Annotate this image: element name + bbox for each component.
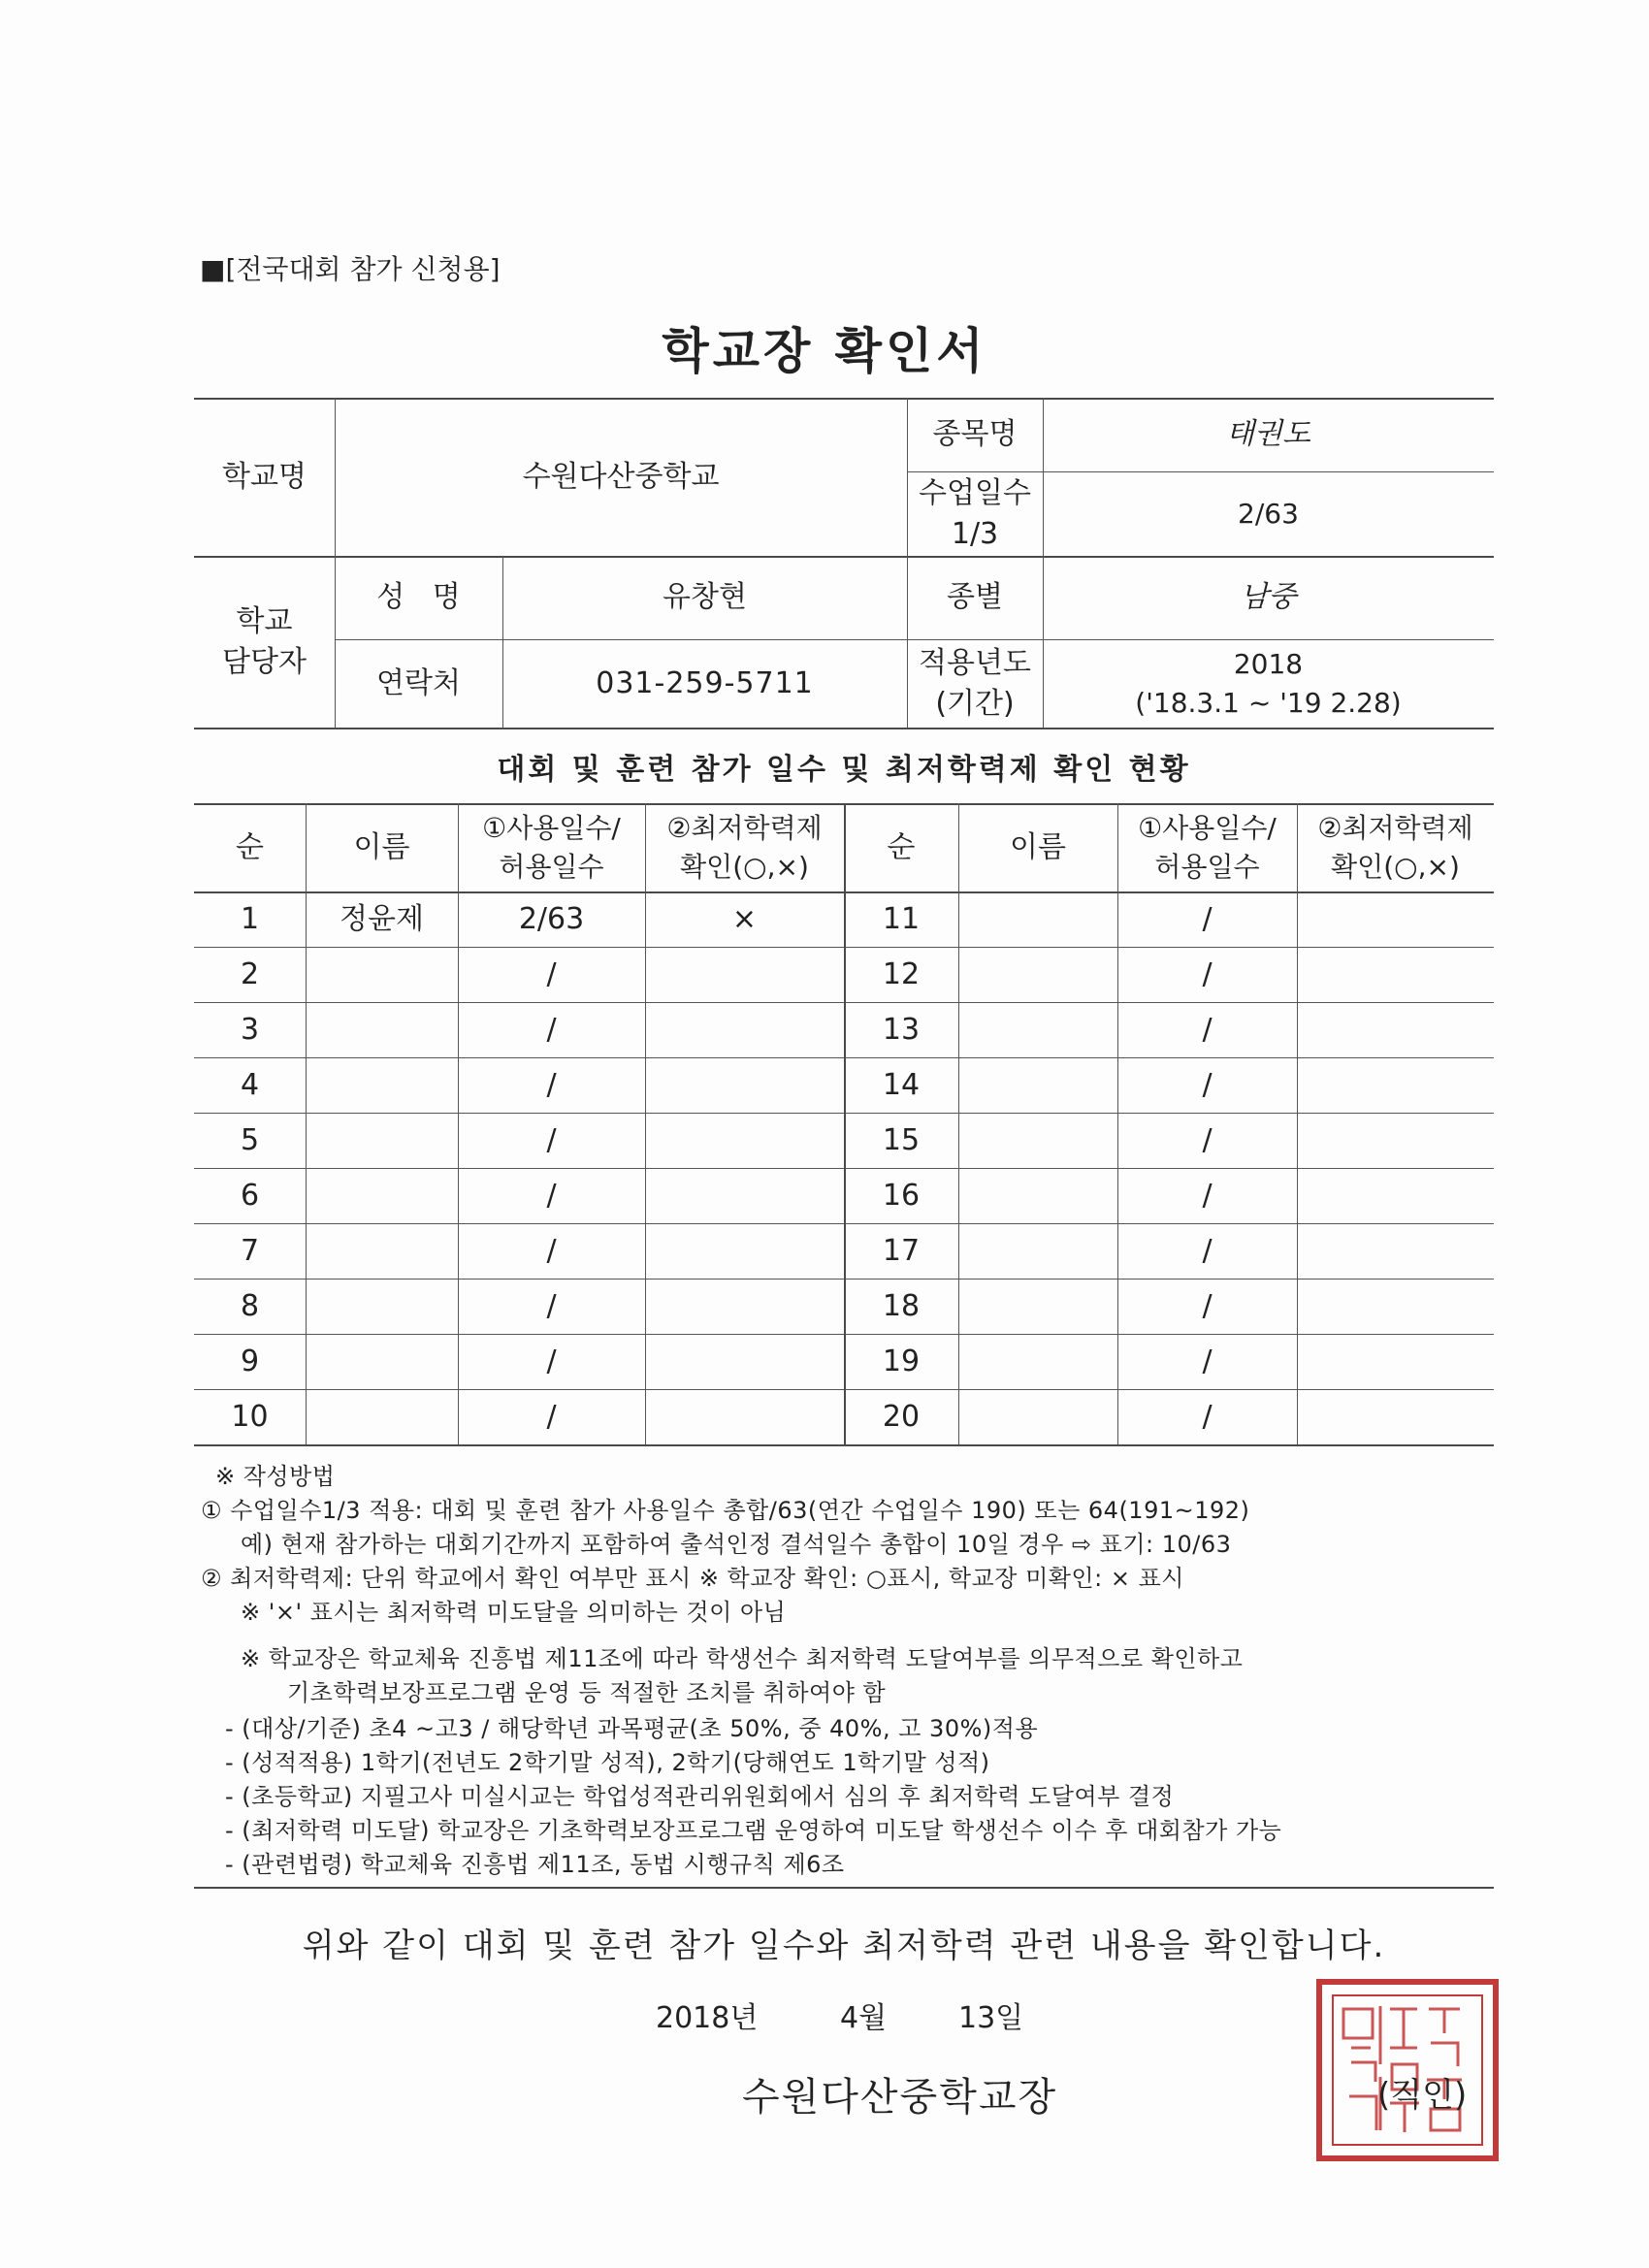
header-check-right-line2: 확인(○,×) (1331, 850, 1460, 883)
row-days: / (1202, 901, 1212, 936)
row-check (645, 1389, 844, 1444)
staff-label-line2: 담당자 (222, 644, 307, 679)
row-name (958, 1057, 1117, 1113)
row-days: / (546, 1012, 557, 1047)
notes-heading: ※ 작성방법 (215, 1463, 336, 1490)
row-days: / (1202, 1012, 1212, 1047)
row-num: 3 (240, 1012, 260, 1047)
date-day: 13일 (958, 2001, 1024, 2035)
row-name (306, 1334, 458, 1389)
row-check (1297, 1279, 1494, 1334)
row-days: / (546, 1344, 557, 1378)
page-title: 학교장 확인서 (662, 323, 987, 379)
row-num: 19 (882, 1344, 921, 1378)
row-check (1297, 1113, 1494, 1168)
row-days: 2/63 (518, 901, 585, 936)
year-label-line1: 적용년도 (919, 645, 1031, 680)
row-num: 2 (240, 956, 260, 991)
row-days: / (546, 956, 557, 991)
row-num: 1 (240, 901, 260, 936)
row-name (306, 947, 458, 1002)
header-days (458, 803, 645, 891)
header-num: 순 (236, 829, 264, 864)
row-name (306, 1279, 458, 1334)
row-num: 12 (882, 956, 921, 991)
contact-value: 031-259-5711 (596, 665, 814, 700)
row-check (645, 1168, 844, 1223)
sport-value: 태권도 (1226, 417, 1310, 451)
note-line: 예) 현재 참가하는 대회기간까지 포함하여 출석인정 결석일수 총합이 10일 경우 ⇨ 표기: 10/63 (241, 1531, 1232, 1558)
classdays-label-line2: 1/3 (951, 516, 999, 551)
row-name (958, 1113, 1117, 1168)
row-name (306, 1057, 458, 1113)
row-num: 17 (882, 1233, 921, 1268)
row-num: 14 (882, 1067, 921, 1102)
row-num: 5 (240, 1122, 260, 1157)
note-line: 기초학력보장프로그램 운영 등 적절한 조치를 취하여야 함 (287, 1679, 887, 1706)
school-name: 수원다산중학교 (522, 459, 720, 494)
row-name (306, 1168, 458, 1223)
row-num: 7 (240, 1233, 260, 1268)
row-num: 18 (882, 1288, 921, 1323)
note-line: - (대상/기준) 초4 ~고3 / 해당학년 과목평균(초 50%, 중 40%, 고 30%)적용 (225, 1715, 1039, 1742)
row-num: 20 (882, 1399, 921, 1434)
form-tag: ■[전국대회 참가 신청용] (200, 253, 501, 285)
section-title: 대회 및 훈련 참가 일수 및 최저학력제 확인 현황 (497, 753, 1191, 787)
row-days: / (546, 1399, 557, 1434)
seal-label: (직인) (1377, 2076, 1468, 2115)
row-name (958, 1223, 1117, 1279)
row-num: 10 (231, 1399, 269, 1434)
header-check-line2: 확인(○,×) (680, 850, 809, 883)
classdays-label-line1: 수업일수 (919, 475, 1031, 510)
row-check (645, 1223, 844, 1279)
row-check (645, 1334, 844, 1389)
row-num: 13 (882, 1012, 921, 1047)
row-days: / (1202, 1067, 1212, 1102)
row-name (958, 947, 1117, 1002)
year-label (907, 639, 1043, 728)
row-days: / (1202, 1233, 1212, 1268)
category-label: 종별 (947, 580, 1003, 614)
year-value-line1: 2018 (1233, 648, 1304, 681)
row-check (1297, 891, 1494, 947)
header-days-right-line2: 허용일수 (1154, 850, 1260, 883)
header-check (645, 803, 844, 891)
row-name (958, 891, 1117, 947)
principal-name: 수원다산중학교장 (742, 2075, 1058, 2120)
row-check (645, 1057, 844, 1113)
date-year: 2018년 (656, 2001, 759, 2035)
school-label: 학교명 (222, 459, 307, 494)
header-check-right (1297, 803, 1494, 891)
date-month: 4월 (840, 2001, 888, 2035)
row-check (645, 947, 844, 1002)
row-name (958, 1002, 1117, 1057)
header-check-right-line1: ②최저학력제 (1317, 812, 1473, 845)
year-label-line2: (기간) (935, 686, 1015, 721)
row-num: 9 (240, 1344, 260, 1378)
staff-label-line1: 학교 (236, 603, 293, 638)
row-days: / (546, 1288, 557, 1323)
row-check (645, 1113, 844, 1168)
row-check (1297, 1002, 1494, 1057)
row-num: 4 (240, 1067, 260, 1102)
row-check (1297, 1334, 1494, 1389)
year-value (1043, 639, 1494, 728)
row-check (1297, 1057, 1494, 1113)
header-days-line1: ①사용일수/ (482, 812, 621, 845)
header-num-right: 순 (887, 829, 916, 864)
row-days: / (1202, 956, 1212, 991)
row-days: / (1202, 1399, 1212, 1434)
row-check (645, 1279, 844, 1334)
category-value: 남중 (1240, 580, 1297, 614)
note-line: ② 최저학력제: 단위 학교에서 확인 여부만 표시 ※ 학교장 확인: ○표시, 학교장 미확인: × 표시 (201, 1565, 1184, 1592)
row-name: 정윤제 (340, 901, 424, 936)
row-num: 16 (882, 1178, 921, 1213)
row-check (1297, 1223, 1494, 1279)
row-check (1297, 1389, 1494, 1444)
row-days: / (1202, 1344, 1212, 1378)
note-line: ① 수업일수1/3 적용: 대회 및 훈련 참가 사용일수 총합/63(연간 수업일수 190) 또는 64(191~192) (201, 1497, 1250, 1524)
row-days: / (546, 1233, 557, 1268)
header-name-right: 이름 (1010, 829, 1066, 864)
row-name (958, 1279, 1117, 1334)
row-name (306, 1113, 458, 1168)
row-name (958, 1389, 1117, 1444)
row-name (958, 1168, 1117, 1223)
name-value: 유창현 (663, 580, 747, 614)
note-line: ※ '×' 표시는 최저학력 미도달을 의미하는 것이 아님 (241, 1599, 787, 1626)
header-days-line2: 허용일수 (499, 850, 604, 883)
note-line: ※ 학교장은 학교체육 진흥법 제11조에 따라 학생선수 최저학력 도달여부를 의무적으로 확인하고 (241, 1645, 1244, 1672)
note-line: - (초등학교) 지필고사 미실시교는 학업성적관리위원회에서 심의 후 최저학력 도달여부 결정 (225, 1783, 1175, 1810)
note-line: - (관련법령) 학교체육 진흥법 제11조, 동법 시행규칙 제6조 (225, 1851, 845, 1878)
row-num: 11 (882, 901, 921, 936)
row-name (306, 1223, 458, 1279)
row-check: × (731, 901, 758, 936)
header-days-right-line1: ①사용일수/ (1138, 812, 1277, 845)
row-days: / (1202, 1122, 1212, 1157)
row-num: 15 (882, 1122, 921, 1157)
row-days: / (546, 1178, 557, 1213)
note-line: - (최저학력 미도달) 학교장은 기초학력보장프로그램 운영하여 미도달 학생선수 이수 후 대회참가 가능 (225, 1817, 1282, 1844)
row-days: / (546, 1122, 557, 1157)
header-name: 이름 (353, 829, 410, 864)
header-check-line1: ②최저학력제 (666, 812, 823, 845)
row-check (1297, 1168, 1494, 1223)
row-days: / (546, 1067, 557, 1102)
contact-label: 연락처 (376, 665, 461, 700)
row-name (306, 1002, 458, 1057)
sport-label: 종목명 (932, 417, 1018, 451)
staff-label (194, 556, 335, 728)
row-num: 8 (240, 1288, 260, 1323)
row-name (958, 1334, 1117, 1389)
classdays-value: 2/63 (1238, 497, 1299, 530)
row-check (1297, 947, 1494, 1002)
row-check (645, 1002, 844, 1057)
row-days: / (1202, 1178, 1212, 1213)
row-days: / (1202, 1288, 1212, 1323)
header-days-right (1117, 803, 1297, 891)
note-line: - (성적적용) 1학기(전년도 2학기말 성적), 2학기(당해연도 1학기말 성적) (225, 1749, 990, 1776)
row-name (306, 1389, 458, 1444)
classdays-label (907, 471, 1043, 556)
confirm-text: 위와 같이 대회 및 훈련 참가 일수와 최저학력 관련 내용을 확인합니다. (302, 1927, 1386, 1965)
year-value-line2: ('18.3.1 ~ '19 2.28) (1135, 686, 1402, 719)
row-num: 6 (240, 1178, 260, 1213)
name-label: 성 명 (376, 580, 461, 614)
